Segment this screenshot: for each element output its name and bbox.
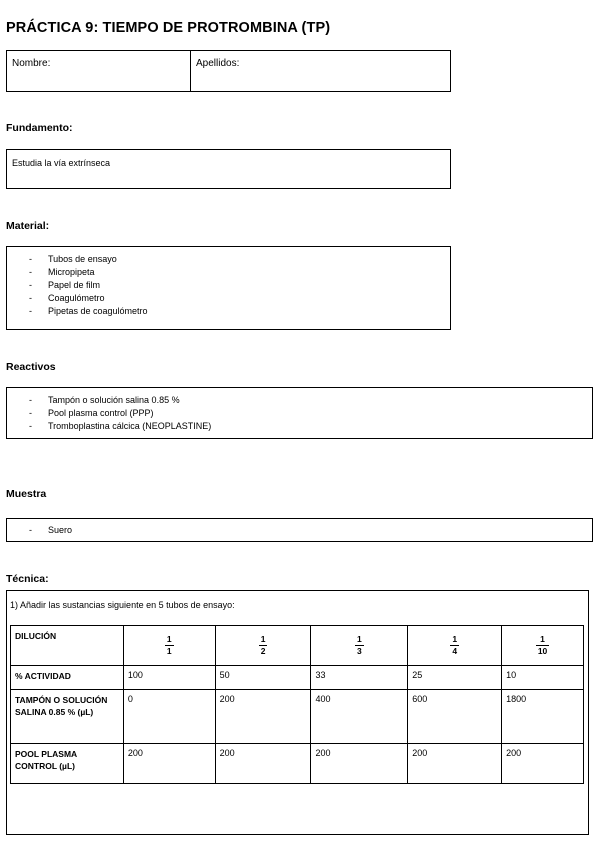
dilution-cell: $\frac{1}{10}$ [502, 626, 584, 666]
dilution-cell: $\frac{1}{4}$ [408, 626, 502, 666]
dilution-table [10, 625, 584, 784]
reactivos-list [29, 394, 211, 433]
material-heading: Material: [6, 220, 50, 232]
dilution-cell: $\frac{1}{1}$ [123, 626, 215, 666]
list-item: - Tubos de ensayo [29, 253, 148, 266]
dilution-cell: $\frac{1}{3}$ [311, 626, 408, 666]
table-row [11, 690, 584, 744]
page-title: PRÁCTICA 9: TIEMPO DE PROTROMBINA (TP) [6, 20, 331, 36]
table-cell: 200 [215, 690, 311, 744]
table-cell: 33 [311, 666, 408, 690]
table-cell: 200 [215, 744, 311, 784]
muestra-list [29, 524, 72, 537]
list-item: - Coagulómetro [29, 292, 148, 305]
list-item: - Pool plasma control (PPP) [29, 407, 211, 420]
tecnica-step1: 1) Añadir las sustancias siguiente en 5 tubos de ensayo: [10, 600, 235, 610]
apellidos-label: Apellidos: [196, 58, 240, 69]
table-cell: 600 [408, 690, 502, 744]
table-cell: 400 [311, 690, 408, 744]
table-cell: 0 [123, 690, 215, 744]
list-item: - Suero [29, 524, 72, 537]
table-row [11, 626, 584, 666]
reactivos-heading: Reactivos [6, 361, 56, 373]
list-item: - Pipetas de coagulómetro [29, 305, 148, 318]
material-box [6, 246, 451, 330]
table-cell: 10 [502, 666, 584, 690]
dilution-cell: $\frac{1}{2}$ [215, 626, 311, 666]
table-cell: 200 [502, 744, 584, 784]
list-item: - Tampón o solución salina 0.85 % [29, 394, 211, 407]
table-cell: 200 [123, 744, 215, 784]
table-row [11, 666, 584, 690]
table-cell: 50 [215, 666, 311, 690]
muestra-heading: Muestra [6, 488, 47, 500]
table-cell: 25 [408, 666, 502, 690]
fundamento-box [6, 149, 451, 189]
list-item: - Micropipeta [29, 266, 148, 279]
list-item: - Tromboplastina cálcica (NEOPLASTINE) [29, 420, 211, 433]
table-cell: 200 [408, 744, 502, 784]
row-header: TAMPÓN O SOLUCIÓN SALINA 0.85 % (µL) [11, 690, 124, 744]
apellidos-field[interactable] [191, 51, 450, 91]
nombre-label: Nombre: [12, 58, 51, 69]
name-form [6, 50, 451, 92]
nombre-field[interactable] [7, 51, 191, 91]
table-row [11, 744, 584, 784]
table-cell: 200 [311, 744, 408, 784]
tecnica-heading: Técnica: [6, 573, 49, 585]
row-header: DILUCIÓN [11, 626, 124, 666]
row-header: POOL PLASMA CONTROL (µL) [11, 744, 124, 784]
row-header: % ACTIVIDAD [11, 666, 124, 690]
muestra-box [6, 518, 593, 542]
list-item: - Papel de film [29, 279, 148, 292]
material-list [29, 253, 148, 318]
table-cell: 1800 [502, 690, 584, 744]
table-cell: 100 [123, 666, 215, 690]
reactivos-box [6, 387, 593, 439]
fundamento-heading: Fundamento: [6, 122, 73, 134]
fundamento-text: Estudia la vía extrínseca [12, 158, 111, 168]
